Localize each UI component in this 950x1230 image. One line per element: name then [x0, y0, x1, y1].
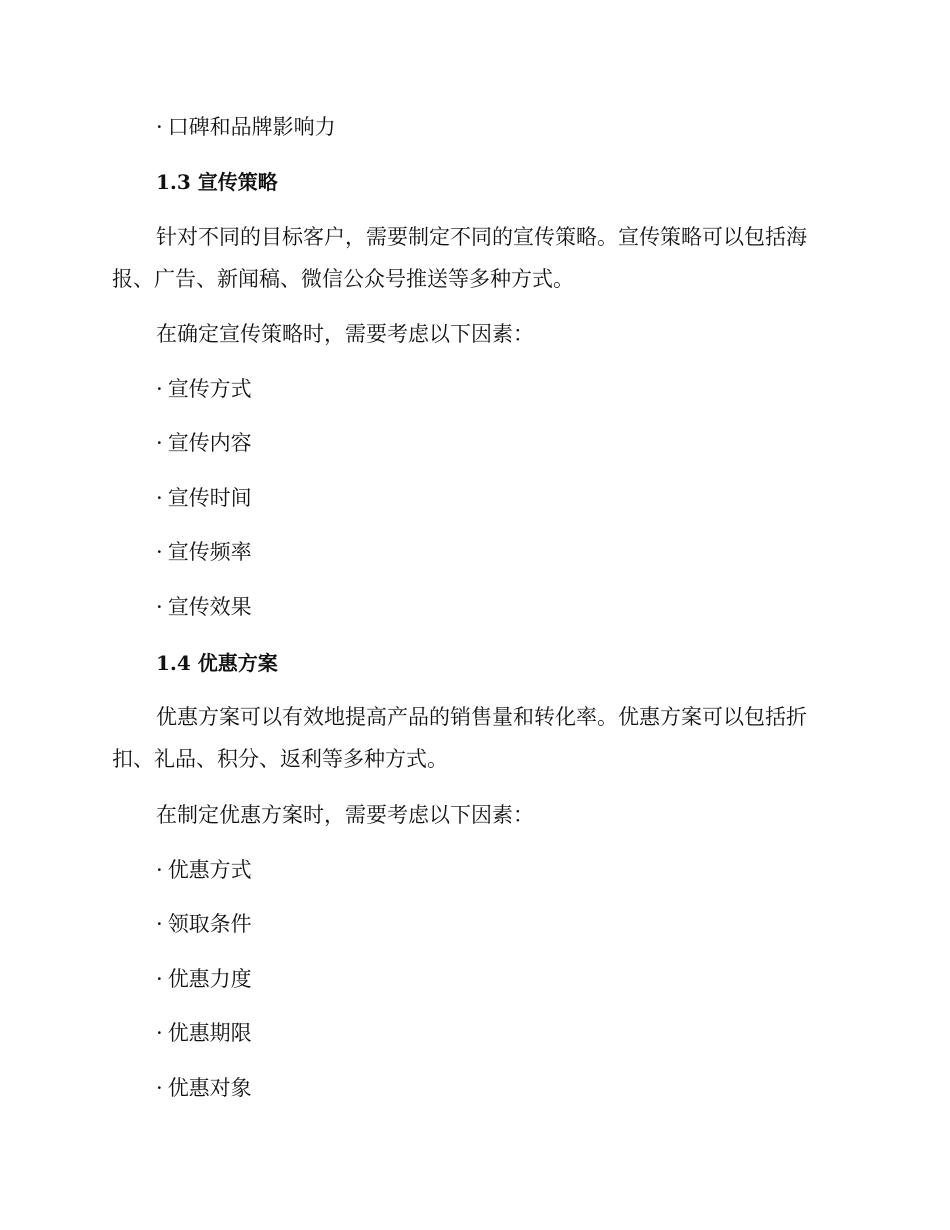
list-item — [156, 1019, 886, 1047]
list-item-text: 宣传方式 — [167, 377, 252, 401]
list-item — [156, 1074, 886, 1102]
list-item — [156, 856, 886, 884]
bullet-dot: · — [156, 967, 163, 991]
list-item — [156, 538, 886, 566]
bullet-dot: · — [156, 912, 163, 936]
list-item — [156, 593, 886, 621]
bullet-dot: · — [156, 1076, 163, 1100]
list-item — [156, 113, 886, 141]
list-item-text: 优惠力度 — [167, 967, 252, 991]
list-item — [156, 484, 886, 512]
list-item-text: 优惠方式 — [167, 858, 252, 882]
list-item-text: 领取条件 — [167, 912, 252, 936]
list-item — [156, 910, 886, 938]
section-paragraph-1-3: 针对不同的目标客户，需要制定不同的宣传策略。宣传策略可以包括海报、广告、新闻稿、微信公众号推送等多种方式。 — [112, 225, 807, 291]
bullet-dot: · — [156, 115, 163, 139]
list-item-text: 宣传频率 — [167, 540, 252, 564]
list-item — [156, 965, 886, 993]
list-item-text: 宣传时间 — [167, 486, 252, 510]
section-paragraph-1-4: 优惠方案可以有效地提高产品的销售量和转化率。优惠方案可以包括折扣、礼品、积分、返利等多种方式。 — [112, 705, 807, 771]
list-item-text: 宣传效果 — [167, 595, 252, 619]
list-item-text: 优惠期限 — [167, 1021, 252, 1045]
list-item — [156, 375, 886, 403]
list-item-text: 优惠对象 — [167, 1076, 252, 1100]
bullet-dot: · — [156, 431, 163, 455]
bullet-dot: · — [156, 377, 163, 401]
section-heading-1-4: 1.4 优惠方案 — [156, 651, 278, 675]
section-heading-1-3: 1.3 宣传策略 — [156, 170, 278, 194]
list-item-text: 宣传内容 — [167, 431, 252, 455]
bullet-dot: · — [156, 595, 163, 619]
bullet-dot: · — [156, 1021, 163, 1045]
bullet-dot: · — [156, 486, 163, 510]
list-item — [156, 429, 886, 457]
bullet-dot: · — [156, 858, 163, 882]
section-intro-1-4: 在制定优惠方案时，需要考虑以下因素： — [156, 803, 534, 827]
bullet-dot: · — [156, 540, 163, 564]
section-intro-1-3: 在确定宣传策略时，需要考虑以下因素： — [156, 322, 534, 346]
list-item-text: 口碑和品牌影响力 — [167, 115, 336, 139]
